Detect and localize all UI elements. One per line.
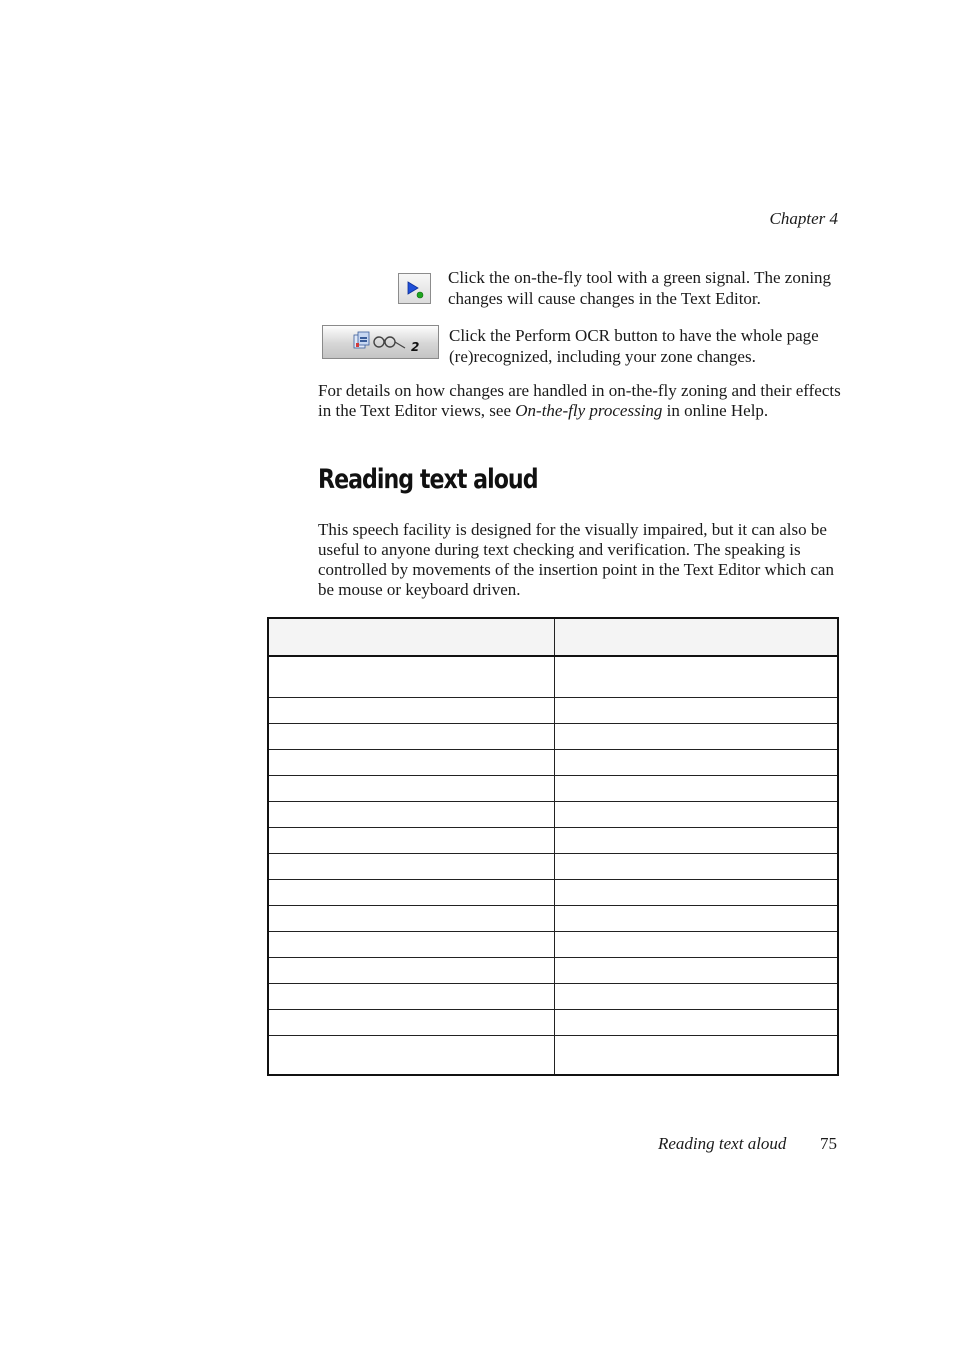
on-the-fly-description: Click the on-the-fly tool with a green signal. The zoning changes will cause changes in the Text Editor. bbox=[448, 268, 832, 308]
table-row bbox=[268, 931, 838, 957]
details-paragraph: For details on how changes are handled in on-the-fly zoning and their effects in the Text Editor views, see On-the-fly processing in online Help. bbox=[318, 381, 841, 420]
table-header-row bbox=[268, 618, 838, 656]
perform-ocr-button[interactable] bbox=[322, 325, 439, 359]
table-row bbox=[268, 801, 838, 827]
section-body: This speech facility is designed for the visually impaired, but it can also be useful to anyone during text checking and verification. The speaking is controlled by movements of the insertion point in the Text Editor which can be mouse or keyboard driven. bbox=[318, 520, 834, 599]
ocr-badge: 2 bbox=[411, 340, 420, 354]
table-row bbox=[268, 983, 838, 1009]
table-row bbox=[268, 775, 838, 801]
table-row bbox=[268, 905, 838, 931]
table-row bbox=[268, 656, 838, 697]
on-the-fly-tool-icon bbox=[399, 274, 430, 303]
on-the-fly-tool-button[interactable] bbox=[398, 273, 431, 304]
table-row bbox=[268, 853, 838, 879]
table-row bbox=[268, 957, 838, 983]
table-row bbox=[268, 723, 838, 749]
table-row bbox=[268, 749, 838, 775]
footer-section-title: Reading text aloud bbox=[658, 1134, 787, 1153]
table-row bbox=[268, 879, 838, 905]
table-row bbox=[268, 1009, 838, 1035]
shortcut-table bbox=[267, 617, 839, 1076]
table-row bbox=[268, 1035, 838, 1075]
section-title: Reading text aloud bbox=[318, 464, 538, 495]
help-topic-reference: On-the-fly processing bbox=[515, 401, 663, 420]
table-row bbox=[268, 697, 838, 723]
perform-ocr-description: Click the Perform OCR button to have the whole page (re)recognized, including your zone changes. bbox=[449, 326, 819, 366]
perform-ocr-icon bbox=[323, 326, 438, 358]
chapter-header: Chapter 4 bbox=[769, 209, 838, 228]
table-row bbox=[268, 827, 838, 853]
page-number: 75 bbox=[820, 1134, 837, 1153]
